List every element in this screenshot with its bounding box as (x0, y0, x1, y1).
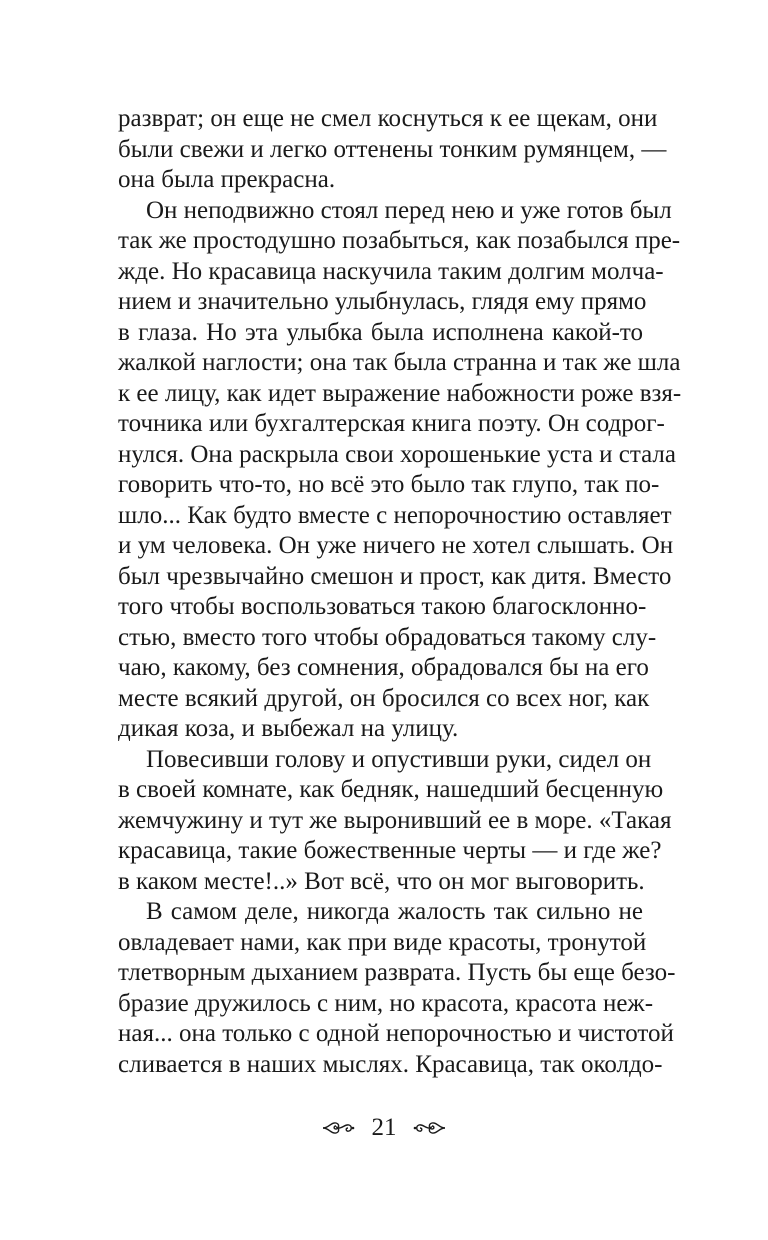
text-line: стью, вместо того чтобы обрадоваться такому слу- (118, 623, 657, 651)
text-line: того чтобы воспользоваться такою благосклонно- (118, 593, 647, 620)
text-line: ная... она только с одной непорочностью и чистотой (118, 1020, 674, 1047)
text-line: разврат; он еще не смел коснуться к ее щекам, они (118, 105, 658, 132)
text-line: говорить что-то, но всё это было так глупо, так по- (118, 471, 660, 498)
text-line: так же простодушно позабыться, как позабылся пре- (118, 227, 681, 254)
text-line: месте всякий другой, он бросился со всех ног, как (118, 684, 650, 712)
text-line: в глаза. Но эта улыбка была исполнена какой-то (118, 318, 643, 346)
text-line: нулся. Она раскрыла свои хорошенькие уста и стала (118, 440, 677, 468)
text-line: она была прекрасна. (118, 166, 336, 193)
text-line: был чрезвычайно смешон и прост, как дитя. Вместо (118, 562, 672, 590)
page-footer (0, 1113, 768, 1142)
text-line: жемчужину и тут же выронивший ее в море. «Такая (118, 806, 672, 834)
text-line: жалкой наглости; она так была странна и так же шла (118, 349, 681, 376)
text-line: к ее лицу, как идет выражение набожности роже взя- (118, 379, 682, 407)
text-line: точника или бухгалтерская книга поэту. Он содрог- (118, 410, 665, 437)
flourish-left-icon (321, 1118, 355, 1138)
text-line: тлетворным дыханием разврата. Пусть бы еще безо- (118, 959, 676, 986)
text-line: бразие дружилось с ним, но красота, красота неж- (118, 989, 654, 1017)
paragraph-first-line: В самом деле, никогда жалость так сильно не (146, 898, 643, 925)
text-line: и ум человека. Он уже ничего не хотел слышать. Он (118, 532, 674, 559)
text-line: овладевает нами, как при виде красоты, тронутой (118, 928, 647, 956)
page-number: 21 (371, 1114, 397, 1142)
body-text (118, 104, 682, 1080)
text-line: в своей комнате, как бедняк, нашедший бесценную (118, 776, 664, 803)
flourish-right-icon (413, 1118, 447, 1138)
paragraph-first-line: Повесивши голову и опустивши руки, сидел он (146, 745, 652, 773)
text-line: в каком месте!..» Вот всё, что он мог выговорить. (118, 867, 645, 895)
text-line: шло... Как будто вместе с непорочностию оставляет (118, 501, 672, 529)
text-line: чаю, какому, без сомнения, обрадовался бы на его (118, 654, 649, 681)
text-line: были свежи и легко оттенены тонким румянцем, — (118, 135, 667, 163)
text-line: жде. Но красавица наскучила таким долгим молча- (118, 257, 664, 285)
text-line: нием и значительно улыбнулась, глядя ему прямо (118, 288, 647, 315)
text-line: сливается в наших мыслях. Красавица, так околдо- (118, 1050, 663, 1078)
text-line: красавица, такие божественные черты — и где же? (118, 837, 662, 864)
text-line: дикая коза, и выбежал на улицу. (118, 715, 459, 742)
paragraph-first-line: Он неподвижно стоял перед нею и уже готов был (146, 196, 672, 224)
